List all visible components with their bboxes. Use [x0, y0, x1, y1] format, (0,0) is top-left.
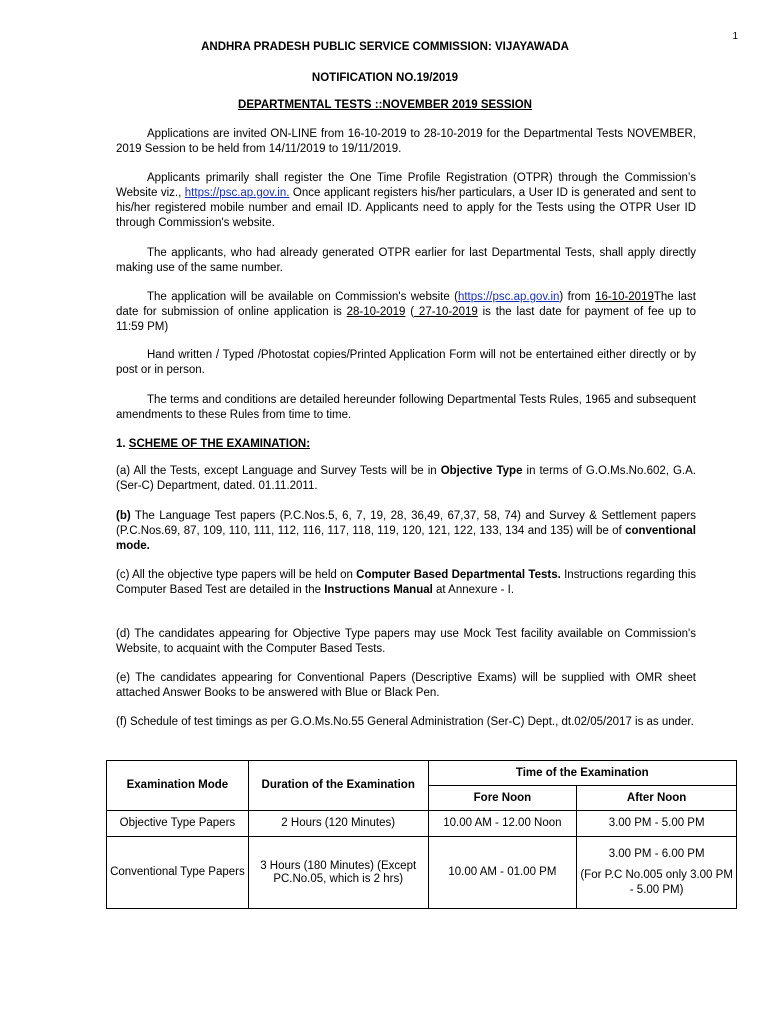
session-title: DEPARTMENTAL TESTS ::NOVEMBER 2019 SESSION — [238, 99, 532, 111]
item-c-bold-2: Instructions Manual — [324, 584, 433, 596]
item-f: (f) Schedule of test timings as per G.O.Ms.No.55 General Administration (Ser-C) Dept., dt.02/05/2017 is as under. — [116, 716, 694, 728]
header-after-noon: After Noon — [577, 786, 737, 811]
otpr-text-b: Once applicant registers his/her particulars, a User ID is generated and sent to his/her registered mobile number and email ID. Applicants need to apply for the Tests using the OTPR User ID through Commission's website. — [116, 187, 697, 229]
row-after: 3.00 PM - 5.00 PM — [577, 811, 737, 837]
row-fore: 10.00 AM - 01.00 PM — [428, 837, 577, 909]
avail-text-a: The application will be available on Commission's website ( — [147, 291, 458, 303]
item-a-text-2: in terms of G.O.Ms.No.602, G.A. (Ser-C) Department, dated. 01.11.2011. — [116, 465, 696, 492]
paragraph-application-dates: Applications are invited ON-LINE from 16-10-2019 to 28-10-2019 for the Departmental Tests NOVEMBER, 2019 Session to be held from 14/11/2019 to 19/11/2019. — [116, 128, 696, 155]
website-link-2[interactable]: https://psc.ap.gov.in — [457, 291, 560, 303]
commission-title: ANDHRA PRADESH PUBLIC SERVICE COMMISSION: VIJAYAWADA — [201, 41, 569, 53]
avail-text-b: ) from — [559, 291, 596, 303]
paragraph-hand-written: Hand written / Typed /Photostat copies/Printed Application Form will not be entertained either directly or by post or in person. — [116, 349, 696, 376]
header-duration: Duration of the Examination — [248, 761, 428, 811]
header-mode: Examination Mode — [107, 761, 249, 811]
section-number: 1. — [116, 438, 129, 450]
item-c-text-2: Instructions regarding this Computer Based Test are detailed in the — [116, 569, 696, 596]
item-b — [116, 509, 696, 554]
section-heading — [116, 437, 696, 452]
page-number: 1 — [732, 31, 738, 42]
item-b-bold: conventional mode. — [116, 525, 696, 552]
schedule-table — [106, 760, 737, 909]
header-time: Time of the Examination — [428, 761, 736, 786]
item-c-text-3: at Annexure - I. — [432, 584, 515, 596]
otpr-text-a: Applicants primarily shall register the One Time Profile Registration (OTPR) through the Commission’s Website viz., — [116, 172, 696, 199]
row-after-line-1: 3.00 PM - 6.00 PM — [608, 848, 705, 860]
row-after-line-2: (For P.C No.005 only 3.00 PM - 5.00 PM) — [580, 869, 733, 896]
item-d: (d) The candidates appearing for Objective Type papers may use Mock Test facility available on Commission's Website, to acquaint with the Computer Based Tests. — [116, 628, 696, 655]
item-c-text-1: (c) All the objective type papers will be held on — [116, 569, 357, 581]
row-fore: 10.00 AM - 12.00 Noon — [428, 811, 577, 837]
table-row — [107, 837, 737, 909]
avail-text-e: is the last date for payment of fee up to 11:59 PM) — [116, 306, 696, 333]
avail-text-c: The last date for submission of online application is — [116, 291, 696, 318]
paragraph-availability — [116, 290, 696, 335]
paragraph-existing-otpr: The applicants, who had already generated OTPR earlier for last Departmental Tests, shall apply directly making use of the same number. — [116, 247, 696, 274]
website-link[interactable]: https://psc.ap.gov.in. — [184, 187, 290, 199]
paragraph-otpr — [116, 171, 696, 231]
item-a-text-1: (a) All the Tests, except Language and Survey Tests will be in — [116, 465, 441, 477]
row-duration: 3 Hours (180 Minutes) (Except PC.No.05, which is 2 hrs) — [248, 837, 428, 909]
start-date: 16-10-2019 — [595, 291, 654, 303]
section-title: SCHEME OF THE EXAMINATION: — [128, 438, 311, 450]
table-row — [107, 811, 737, 837]
notification-number: NOTIFICATION NO.19/2019 — [311, 72, 459, 84]
paragraph-terms: The terms and conditions are detailed hereunder following Departmental Tests Rules, 1965 and subsequent amendments to these Rules from time to time. — [116, 394, 696, 421]
row-mode: Objective Type Papers — [107, 811, 249, 837]
item-e: (e) The candidates appearing for Conventional Papers (Descriptive Exams) will be supplied with OMR sheet attached Answer Books to be answered with Blue or Black Pen. — [116, 672, 696, 699]
row-mode: Conventional Type Papers — [107, 837, 249, 909]
header-fore-noon: Fore Noon — [428, 786, 577, 811]
session-title-wrap — [0, 99, 770, 111]
avail-text-d: ( — [405, 306, 415, 318]
item-b-label: (b) — [116, 510, 131, 522]
row-duration: 2 Hours (120 Minutes) — [248, 811, 428, 837]
item-a-bold: Objective Type — [440, 465, 523, 477]
row-after — [577, 837, 737, 909]
item-b-text: The Language Test papers (P.C.Nos.5, 6, 7, 19, 28, 36,49, 67,37, 58, 74) and Survey & Settlement papers (P.C.Nos.69, 87, 109, 110, 111, 112, 116, 117, 118, 119, 120, 121, 122, 133, 134 and 135) will be of — [116, 510, 696, 537]
item-c — [116, 568, 696, 598]
item-c-bold-1: Computer Based Departmental Tests. — [356, 569, 561, 581]
item-a — [116, 464, 696, 494]
fee-date: 27-10-2019 — [414, 306, 478, 318]
last-date: 28-10-2019 — [346, 306, 406, 318]
